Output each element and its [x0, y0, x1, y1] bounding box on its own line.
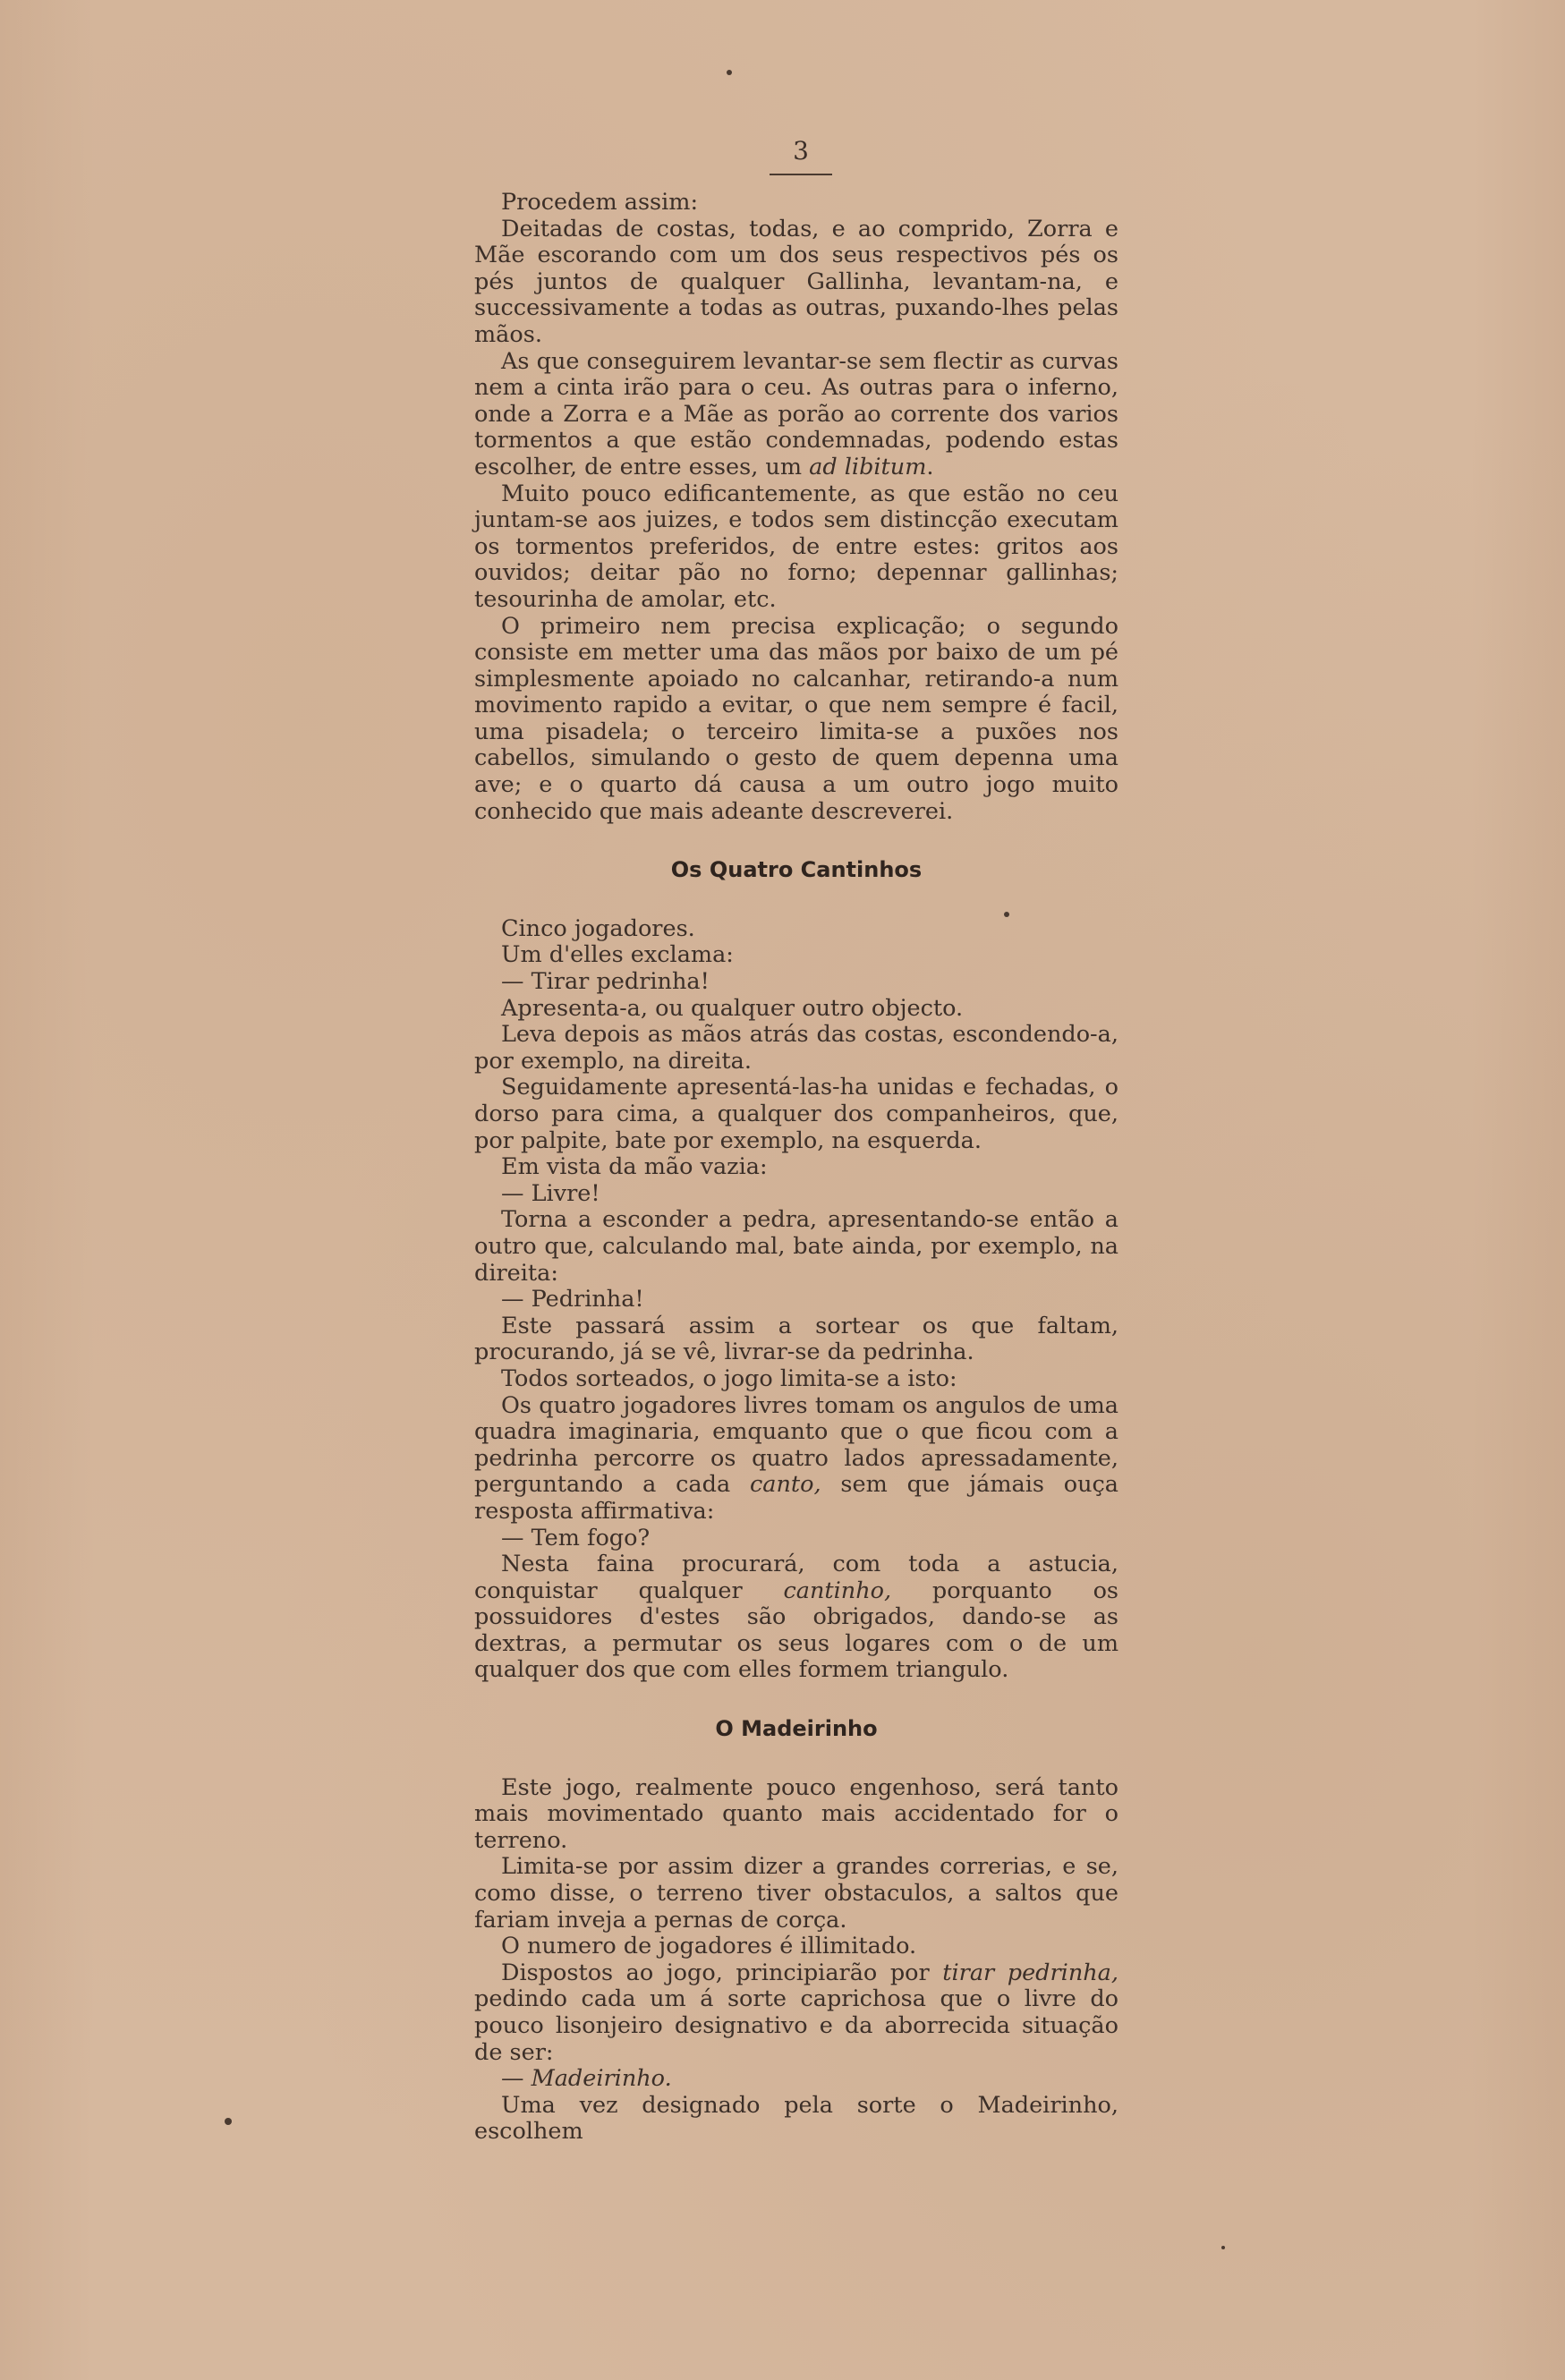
page-number-rule: [770, 174, 832, 175]
paper-speck: [225, 2118, 232, 2125]
paragraph-text: sem que jámais ouça resposta affirmativa:: [474, 1471, 1119, 1525]
paragraph: As que conseguirem levantar-se sem flectir as curvas nem a cinta irão para o ceu. As outras para o inferno, onde a Zorra e a Mãe as porão ao corrente dos varios tormentos a que estão condemnadas, podendo estas escolher, de entre esses, um ad libitum.: [474, 347, 1118, 480]
paragraph: Procedem assim:: [501, 189, 699, 216]
paragraph-text: pedindo cada um á sorte caprichosa que o livre do pouco lisonjeiro designativo e da aborrecida situação de ser:: [474, 1985, 1118, 2066]
paragraph: Cinco jogadores.: [501, 914, 695, 942]
paragraph: [474, 1960, 1118, 2066]
paper-speck: [727, 70, 732, 75]
paragraph: — Tem fogo?: [501, 1524, 651, 1551]
paragraph: [474, 1551, 1118, 1684]
paragraph: Muito pouco edificantemente, as que estão no ceu juntam-se aos juizes, e todos sem distincção executam os tormentos preferidos, de entre estes: gritos aos ouvidos; deitar pão no forno; depennar gallinhas; tesourinha de amolar, etc.: [474, 480, 1118, 613]
paper-speck: [1004, 912, 1009, 917]
italic-word: canto,: [749, 1471, 821, 1499]
paragraph: O numero de jogadores é illimitado.: [501, 1933, 917, 1960]
paragraph-text: Os quatro jogadores livres tomam os angulos de uma quadra imaginaria, emquanto que o que ficou com a pedrinha percorre os quatro lados apressadamente, perguntando a cada: [474, 1391, 1118, 1499]
italic-word: Madeirinho.: [531, 2065, 672, 2093]
paragraph: Todos sorteados, o jogo limita-se a isto:: [501, 1364, 957, 1392]
paper-speck: [1221, 2246, 1225, 2249]
paragraph-text: As que conseguirem levantar-se sem flectir as curvas nem a cinta irão para o ceu. As outras para o inferno, onde a Zorra e a Mãe as porão ao corrente dos varios tormentos a que estão condemnadas, podendo estas escolher, de entre esses, um: [474, 347, 1118, 480]
paragraph: Apresenta-a, ou qualquer outro objecto.: [501, 994, 964, 1022]
italic-word: cantinho,: [783, 1577, 892, 1604]
paragraph: Este passará assim a sortear os que faltam, procurando, já se vê, livrar-se da pedrinha.: [474, 1312, 1118, 1366]
paragraph-text: Nesta faina procurará, com toda a astucia, conquistar qualquer: [474, 1551, 1118, 1604]
paragraph: Limita-se por assim dizer a grandes correrias, e se, como disse, o terreno tiver obstaculos, a saltos que fariam inveja a pernas de corça.: [474, 1853, 1118, 1934]
paragraph: Um d'elles exclama:: [501, 941, 734, 969]
paragraph-text: porquanto os possuidores d'estes são obrigados, dando-se as dextras, a permutar os seus logares com o de um qualquer dos que com elles formem triangulo.: [474, 1577, 1119, 1684]
dash: —: [501, 2065, 524, 2093]
italic-phrase: tirar pedrinha,: [942, 1959, 1118, 1986]
paragraph: Uma vez designado pela sorte o Madeirinho, escolhem: [474, 2091, 1118, 2146]
paragraph: — Tirar pedrinha!: [501, 968, 710, 996]
paragraph: Leva depois as mãos atrás das costas, escondendo-a, por exemplo, na direita.: [474, 1021, 1118, 1075]
paragraph-text: Dispostos ao jogo, principiarão por: [501, 1959, 930, 1986]
section-title: O Madeirinho: [715, 1716, 878, 1742]
paragraph: [474, 1393, 1118, 1526]
section-title: Os Quatro Cantinhos: [670, 857, 923, 883]
italic-phrase: ad libitum: [809, 453, 927, 480]
paragraph: O primeiro nem precisa explicação; o segundo consiste em metter uma das mãos por baixo de um pé simplesmente apoiado no calcanhar, retirando-a num movimento rapido a evitar, o que nem sempre é facil, uma pisadela; o terceiro limita-se a puxões nos cabellos, simulando o gesto de quem depenna uma ave; e o quarto dá causa a um outro jogo muito conhecido que mais adeante descreverei.: [474, 612, 1118, 825]
paragraph: — Pedrinha!: [501, 1286, 644, 1313]
paragraph: Deitadas de costas, todas, e ao comprido, Zorra e Mãe escorando com um dos seus respectivos pés os pés juntos de qualquer Gallinha, levantam-na, e successivamente a todas as outras, puxando-lhes pelas mãos.: [474, 215, 1118, 348]
paragraph: Seguidamente apresentá-las-ha unidas e fechadas, o dorso para cima, a qualquer dos companheiros, que, por palpite, bate por exemplo, na esquerda.: [474, 1074, 1118, 1154]
text-block: [474, 190, 1118, 2146]
paragraph: — Livre!: [501, 1179, 600, 1207]
paragraph: Este jogo, realmente pouco engenhoso, será tanto mais movimentado quanto mais accidentado for o terreno.: [474, 1773, 1118, 1854]
page-number: 3: [793, 136, 809, 166]
paragraph: Torna a esconder a pedra, apresentando-se então a outro que, calculando mal, bate ainda, por exemplo, na direita:: [474, 1206, 1118, 1287]
paragraph: [474, 2066, 1118, 2093]
paragraph: Em vista da mão vazia:: [501, 1153, 768, 1181]
